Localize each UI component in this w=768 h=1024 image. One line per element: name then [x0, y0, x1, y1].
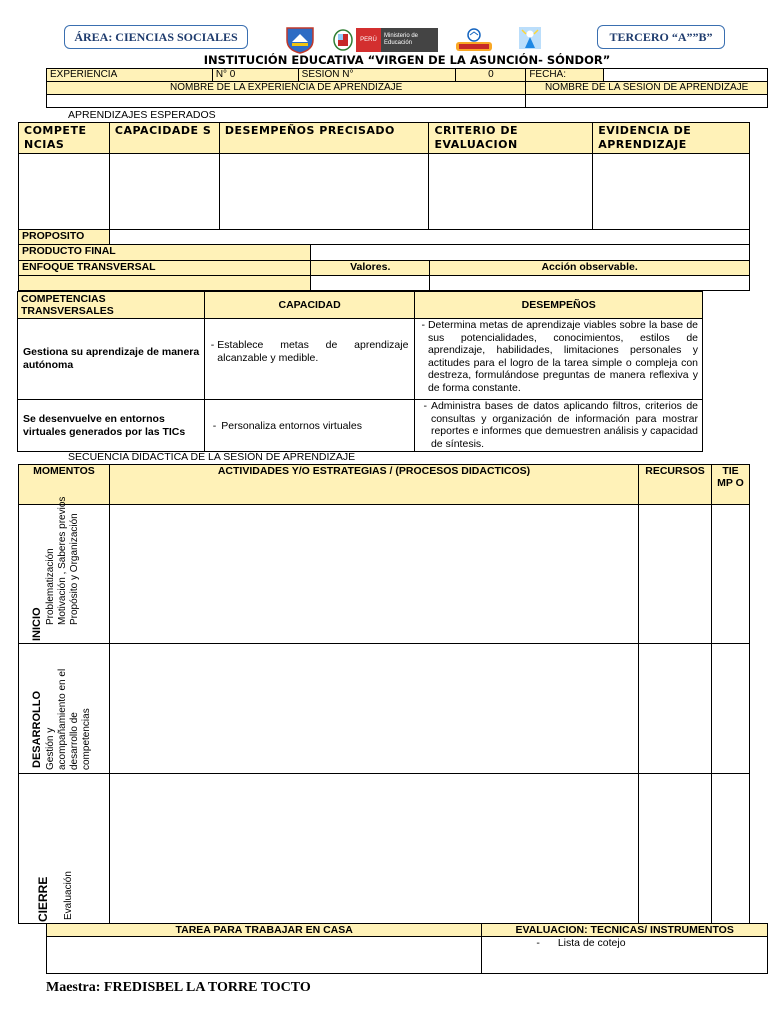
virgin-logo	[518, 26, 542, 50]
valores-value[interactable]	[311, 276, 430, 291]
des-row-1: - Determina metas de aprendizaje viables sobre la base de sus potencialidades, conocimientos, estilos de aprendizaje, habilidades, limitaciones personales y actitudes para el logro de la tarea simple o compleja con destreza, formulándose preguntas de manera reflexiva y de forma constante.	[415, 319, 703, 400]
inicio-processes	[45, 497, 81, 625]
des-row-2: - Administra bases de datos aplicando filtros, criterios de consultas y organización de información para mostrar reportes e informes que demuestren análisis y capacidad de síntesis.	[415, 400, 703, 452]
experiencia-number: N° 0	[212, 69, 298, 82]
cap-row-1-text: Establece metas de aprendizaje alcanzable y medible.	[217, 339, 409, 364]
cell-competencias[interactable]	[19, 154, 110, 230]
desarrollo-line-1: Gestión y	[45, 727, 56, 770]
cierre-label	[37, 877, 49, 922]
inicio-line-1: Problematización	[45, 548, 56, 625]
col-capacidad: CAPACIDAD	[204, 292, 415, 319]
des-row-1-text: Determina metas de aprendizaje viables sobre la base de sus potencialidades, conocimientos, estilos de aprendizaje, habilidades, limitaciones personales y actitudes para el logro de la tarea simple o compleja con destreza, formulándose preguntas de manera reflexiva y de forma constante.	[427, 319, 698, 394]
sesion-label: SESION N°	[298, 69, 456, 82]
secuencia-table	[18, 464, 750, 924]
peru-logo: PERÚ	[356, 28, 381, 52]
school-shield-logo	[284, 26, 316, 54]
inicio-title: INICIO	[31, 607, 43, 641]
actividades-inicio[interactable]	[109, 505, 638, 644]
tiempo-desarrollo[interactable]	[712, 644, 750, 774]
enfoque-label: ENFOQUE TRANSVERSAL	[19, 261, 311, 276]
cap-row-2: - Personaliza entornos virtuales	[204, 400, 415, 452]
actividades-desarrollo[interactable]	[109, 644, 638, 774]
cierre-title: CIERRE	[36, 876, 50, 922]
evaluacion-header: EVALUACION: TECNICAS/ INSTRUMENTOS	[482, 924, 768, 937]
proposito-label: PROPOSITO	[19, 230, 110, 245]
experience-name-value[interactable]	[47, 95, 526, 108]
experiencia-label: EXPERIENCIA	[47, 69, 213, 82]
aprendizajes-label: APRENDIZAJES ESPERADOS	[68, 109, 216, 121]
area-label: ÁREA: CIENCIAS SOCIALES	[64, 25, 248, 49]
desarrollo-title: DESARROLLO	[31, 691, 43, 768]
des-row-2-text: Administra bases de datos aplicando filtros, criterios de consultas y organización de información para mostrar reportes e informes que demuestren análisis y capacidad de síntesis.	[430, 400, 698, 450]
producto-label: PRODUCTO FINAL	[19, 245, 311, 261]
col-recursos: RECURSOS	[639, 465, 712, 505]
tarea-header: TAREA PARA TRABAJAR EN CASA	[47, 924, 482, 937]
sesion-number: 0	[456, 69, 526, 82]
cierre-processes	[63, 871, 75, 920]
aprendizajes-table	[18, 122, 750, 230]
recursos-inicio[interactable]	[639, 505, 712, 644]
col-desempenos: DESEMPEÑOS PRECISADO	[219, 123, 429, 154]
cell-desempenos[interactable]	[219, 154, 429, 230]
jec-logo	[454, 27, 494, 53]
inicio-line-3: Propósito y Organización	[69, 513, 80, 625]
desarrollo-label	[31, 691, 43, 768]
fecha-label: FECHA:	[526, 69, 604, 82]
inicio-label	[31, 607, 43, 641]
session-name-header: NOMBRE DE LA SESION DE APRENDIZAJE	[526, 82, 768, 95]
evaluacion-value[interactable]: - Lista de cotejo	[482, 937, 768, 974]
experience-name-header: NOMBRE DE LA EXPERIENCIA DE APRENDIZAJE	[47, 82, 526, 95]
enfoque-value[interactable]	[19, 276, 311, 291]
cap-row-2-text: Personaliza entornos virtuales	[221, 419, 362, 432]
fecha-value[interactable]	[604, 69, 768, 82]
teacher-name: Maestra: FREDISBEL LA TORRE TOCTO	[46, 980, 311, 995]
ministry-logo: Ministerio de Educación	[381, 28, 438, 52]
desarrollo-line-3: desarrollo de	[69, 712, 80, 770]
recursos-cierre[interactable]	[639, 774, 712, 924]
proposito-value[interactable]	[110, 230, 750, 245]
desarrollo-line-4: competencias	[81, 708, 92, 770]
momento-inicio	[19, 496, 110, 644]
col-comp-transversales: COMPETENCIAS TRANSVERSALES	[18, 292, 205, 319]
cierre-line-1: Evaluación	[63, 871, 74, 920]
session-info-table	[46, 68, 768, 108]
producto-value[interactable]	[311, 245, 750, 261]
momento-cierre	[19, 774, 110, 924]
tiempo-inicio[interactable]	[712, 505, 750, 644]
proposito-table	[18, 229, 750, 291]
col-actividades: ACTIVIDADES Y/O ESTRATEGIAS / (PROCESOS DIDACTICOS)	[109, 465, 638, 505]
comp-row-2: Se desenvuelve en entornos virtuales generados por las TICs	[18, 400, 205, 452]
cap-row-1: - Establece metas de aprendizaje alcanzable y medible.	[204, 319, 415, 400]
col-tiempo: TIE MP O	[712, 465, 750, 505]
momento-desarrollo	[19, 644, 110, 774]
session-name-value[interactable]	[526, 95, 768, 108]
peru-coat-of-arms-logo	[332, 28, 354, 52]
actividades-cierre[interactable]	[109, 774, 638, 924]
cell-capacidades[interactable]	[109, 154, 219, 230]
footer-table	[46, 923, 768, 974]
col-evidencia: EVIDENCIA DE APRENDIZAJE	[593, 123, 750, 154]
col-desempenos-transversales: DESEMPEÑOS	[415, 292, 703, 319]
secuencia-label: SECUENCIA DIDÁCTICA DE LA SESIÓN DE APRENDIZAJE	[68, 451, 356, 463]
tiempo-cierre[interactable]	[712, 774, 750, 924]
institution-title: INSTITUCIÓN EDUCATIVA “VIRGEN DE LA ASUNCIÓN- SÓNDOR”	[203, 53, 611, 67]
accion-value[interactable]	[430, 276, 750, 291]
comp-row-1: Gestiona su aprendizaje de manera autónoma	[18, 319, 205, 400]
col-momentos: MOMENTOS	[19, 465, 110, 505]
grade-label: TERCERO “A””B”	[597, 25, 725, 49]
accion-label: Acción observable.	[430, 261, 750, 276]
desarrollo-line-2: acompañamiento en el	[57, 668, 68, 770]
cell-criterio[interactable]	[429, 154, 593, 230]
col-capacidades: CAPACIDADE S	[109, 123, 219, 154]
tarea-value[interactable]	[47, 937, 482, 974]
col-competencias: COMPETE NCIAS	[19, 123, 110, 154]
recursos-desarrollo[interactable]	[639, 644, 712, 774]
transversales-table	[17, 291, 703, 452]
cell-evidencia[interactable]	[593, 154, 750, 230]
valores-label: Valores.	[311, 261, 430, 276]
lista-cotejo: Lista de cotejo	[557, 937, 626, 949]
desarrollo-processes	[45, 669, 93, 770]
col-criterio: CRITERIO DE EVALUACION	[429, 123, 593, 154]
inicio-line-2: Motivación , Saberes previos	[57, 496, 68, 625]
